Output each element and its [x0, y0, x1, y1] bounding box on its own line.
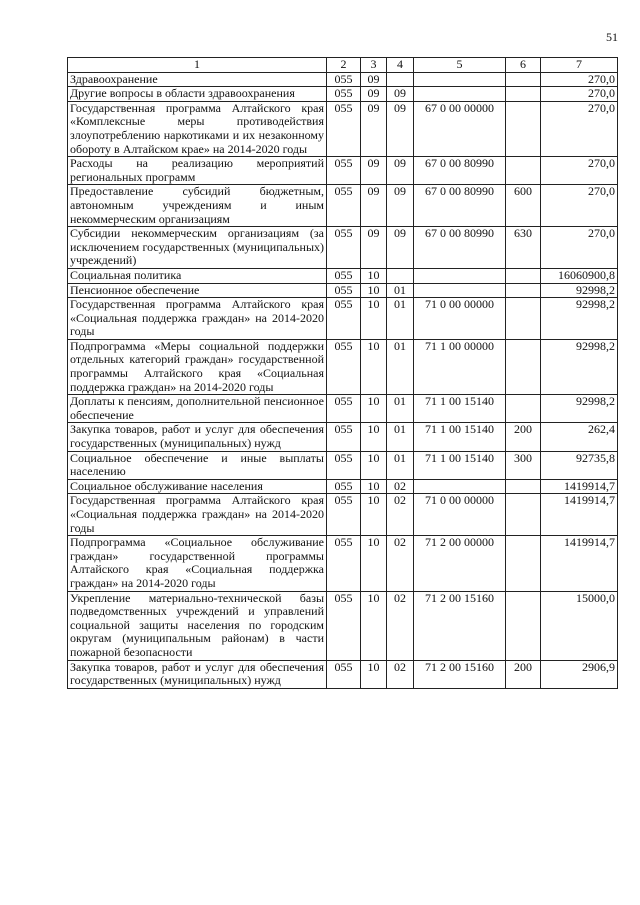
subsection-cell: 02 — [387, 494, 414, 536]
expense-type-cell — [506, 87, 541, 102]
target-article-cell: 71 0 00 00000 — [414, 494, 506, 536]
amount-cell: 270,0 — [541, 87, 618, 102]
row-name-cell: Социальное обеспечение и иные выплаты населению — [68, 451, 327, 479]
target-article-cell: 67 0 00 80990 — [414, 227, 506, 269]
column-header: 1 — [68, 58, 327, 73]
subsection-cell: 02 — [387, 591, 414, 660]
section-cell: 10 — [361, 395, 387, 423]
subsection-cell: 02 — [387, 536, 414, 591]
table-row — [68, 298, 618, 340]
code-cell: 055 — [327, 339, 361, 394]
row-name-cell: Государственная программа Алтайского края «Социальная поддержка граждан» на 2014-2020 годы — [68, 298, 327, 340]
section-cell: 10 — [361, 494, 387, 536]
expense-type-cell: 300 — [506, 451, 541, 479]
target-article-cell: 71 2 00 15160 — [414, 591, 506, 660]
table-header-row — [68, 58, 618, 73]
section-cell: 10 — [361, 479, 387, 494]
code-cell: 055 — [327, 268, 361, 283]
expense-type-cell — [506, 339, 541, 394]
column-header: 6 — [506, 58, 541, 73]
subsection-cell: 01 — [387, 298, 414, 340]
subsection-cell: 01 — [387, 451, 414, 479]
code-cell: 055 — [327, 660, 361, 688]
column-header: 3 — [361, 58, 387, 73]
subsection-cell: 09 — [387, 101, 414, 156]
subsection-cell — [387, 72, 414, 87]
section-cell: 10 — [361, 268, 387, 283]
table-row — [68, 283, 618, 298]
amount-cell: 1419914,7 — [541, 479, 618, 494]
target-article-cell — [414, 283, 506, 298]
column-header: 7 — [541, 58, 618, 73]
subsection-cell: 01 — [387, 283, 414, 298]
target-article-cell: 67 0 00 80990 — [414, 157, 506, 185]
row-name-cell: Другие вопросы в области здравоохранения — [68, 87, 327, 102]
expense-type-cell — [506, 283, 541, 298]
table-row — [68, 451, 618, 479]
section-cell: 09 — [361, 227, 387, 269]
amount-cell: 92735,8 — [541, 451, 618, 479]
section-cell: 10 — [361, 660, 387, 688]
expense-type-cell — [506, 536, 541, 591]
row-name-cell: Доплаты к пенсиям, дополнительной пенсионное обеспечение — [68, 395, 327, 423]
code-cell: 055 — [327, 536, 361, 591]
table-row — [68, 494, 618, 536]
code-cell: 055 — [327, 494, 361, 536]
amount-cell: 270,0 — [541, 227, 618, 269]
expense-type-cell — [506, 298, 541, 340]
target-article-cell: 71 2 00 15160 — [414, 660, 506, 688]
subsection-cell: 01 — [387, 339, 414, 394]
table-row — [68, 423, 618, 451]
amount-cell: 92998,2 — [541, 283, 618, 298]
row-name-cell: Укрепление материально-технической базы подведомственных учреждений и управлений социальной защиты населения по городским округам (муниципальным районам) в части пожарной безопасности — [68, 591, 327, 660]
row-name-cell: Пенсионное обеспечение — [68, 283, 327, 298]
column-header: 2 — [327, 58, 361, 73]
amount-cell: 92998,2 — [541, 395, 618, 423]
table-row — [68, 227, 618, 269]
table-row — [68, 268, 618, 283]
amount-cell: 270,0 — [541, 72, 618, 87]
expense-type-cell — [506, 72, 541, 87]
table-row — [68, 591, 618, 660]
code-cell: 055 — [327, 72, 361, 87]
amount-cell: 92998,2 — [541, 339, 618, 394]
section-cell: 10 — [361, 283, 387, 298]
row-name-cell: Социальное обслуживание населения — [68, 479, 327, 494]
row-name-cell: Расходы на реализацию мероприятий региональных программ — [68, 157, 327, 185]
code-cell: 055 — [327, 591, 361, 660]
amount-cell: 270,0 — [541, 185, 618, 227]
table-row — [68, 395, 618, 423]
row-name-cell: Социальная политика — [68, 268, 327, 283]
expense-type-cell — [506, 395, 541, 423]
subsection-cell: 02 — [387, 660, 414, 688]
target-article-cell — [414, 72, 506, 87]
expense-type-cell — [506, 268, 541, 283]
amount-cell: 262,4 — [541, 423, 618, 451]
table-row — [68, 339, 618, 394]
expense-type-cell — [506, 494, 541, 536]
target-article-cell — [414, 479, 506, 494]
row-name-cell: Государственная программа Алтайского края «Комплексные меры противодействия злоупотреблению наркотиками и их незаконному обороту в Алтайском крае» на 2014-2020 годы — [68, 101, 327, 156]
row-name-cell: Здравоохранение — [68, 72, 327, 87]
section-cell: 10 — [361, 298, 387, 340]
section-cell: 09 — [361, 87, 387, 102]
row-name-cell: Субсидии некоммерческим организациям (за исключением государственных (муниципальных) учреждений) — [68, 227, 327, 269]
amount-cell: 270,0 — [541, 157, 618, 185]
budget-table — [67, 57, 618, 689]
amount-cell: 92998,2 — [541, 298, 618, 340]
amount-cell: 15000,0 — [541, 591, 618, 660]
section-cell: 10 — [361, 451, 387, 479]
page-number: 51 — [606, 30, 618, 44]
target-article-cell: 71 1 00 15140 — [414, 423, 506, 451]
target-article-cell: 71 1 00 15140 — [414, 451, 506, 479]
row-name-cell: Подпрограмма «Социальное обслуживание граждан» государственной программы Алтайского края «Социальная поддержка граждан» на 2014-2020 годы — [68, 536, 327, 591]
section-cell: 10 — [361, 339, 387, 394]
code-cell: 055 — [327, 423, 361, 451]
amount-cell: 270,0 — [541, 101, 618, 156]
code-cell: 055 — [327, 479, 361, 494]
column-header: 5 — [414, 58, 506, 73]
code-cell: 055 — [327, 451, 361, 479]
target-article-cell — [414, 87, 506, 102]
table-row — [68, 157, 618, 185]
target-article-cell — [414, 268, 506, 283]
subsection-cell: 09 — [387, 227, 414, 269]
code-cell: 055 — [327, 101, 361, 156]
table-row — [68, 479, 618, 494]
target-article-cell: 67 0 00 00000 — [414, 101, 506, 156]
row-name-cell: Закупка товаров, работ и услуг для обеспечения государственных (муниципальных) нужд — [68, 423, 327, 451]
code-cell: 055 — [327, 298, 361, 340]
target-article-cell: 71 1 00 15140 — [414, 395, 506, 423]
subsection-cell: 02 — [387, 479, 414, 494]
code-cell: 055 — [327, 283, 361, 298]
section-cell: 10 — [361, 423, 387, 451]
subsection-cell: 01 — [387, 423, 414, 451]
amount-cell: 1419914,7 — [541, 494, 618, 536]
table-row — [68, 185, 618, 227]
subsection-cell: 09 — [387, 87, 414, 102]
section-cell: 09 — [361, 157, 387, 185]
section-cell: 10 — [361, 536, 387, 591]
expense-type-cell: 600 — [506, 185, 541, 227]
expense-type-cell — [506, 591, 541, 660]
code-cell: 055 — [327, 227, 361, 269]
table-row — [68, 87, 618, 102]
expense-type-cell: 200 — [506, 660, 541, 688]
code-cell: 055 — [327, 87, 361, 102]
section-cell: 09 — [361, 101, 387, 156]
expense-type-cell — [506, 157, 541, 185]
expense-type-cell — [506, 101, 541, 156]
expense-type-cell: 630 — [506, 227, 541, 269]
expense-type-cell — [506, 479, 541, 494]
code-cell: 055 — [327, 157, 361, 185]
section-cell: 09 — [361, 185, 387, 227]
amount-cell: 1419914,7 — [541, 536, 618, 591]
expense-type-cell: 200 — [506, 423, 541, 451]
target-article-cell: 71 2 00 00000 — [414, 536, 506, 591]
subsection-cell: 09 — [387, 185, 414, 227]
subsection-cell: 09 — [387, 157, 414, 185]
table-row — [68, 101, 618, 156]
subsection-cell: 01 — [387, 395, 414, 423]
target-article-cell: 71 1 00 00000 — [414, 339, 506, 394]
code-cell: 055 — [327, 395, 361, 423]
table-row — [68, 536, 618, 591]
target-article-cell: 67 0 00 80990 — [414, 185, 506, 227]
column-header: 4 — [387, 58, 414, 73]
row-name-cell: Подпрограмма «Меры социальной поддержки отдельных категорий граждан» государственной программы Алтайского края «Социальная поддержка граждан» на 2014-2020 годы — [68, 339, 327, 394]
amount-cell: 16060900,8 — [541, 268, 618, 283]
row-name-cell: Предоставление субсидий бюджетным, автономным учреждениям и иным некоммерческим организациям — [68, 185, 327, 227]
section-cell: 10 — [361, 591, 387, 660]
code-cell: 055 — [327, 185, 361, 227]
table-row — [68, 72, 618, 87]
subsection-cell — [387, 268, 414, 283]
table-row — [68, 660, 618, 688]
target-article-cell: 71 0 00 00000 — [414, 298, 506, 340]
row-name-cell: Государственная программа Алтайского края «Социальная поддержка граждан» на 2014-2020 годы — [68, 494, 327, 536]
section-cell: 09 — [361, 72, 387, 87]
row-name-cell: Закупка товаров, работ и услуг для обеспечения государственных (муниципальных) нужд — [68, 660, 327, 688]
amount-cell: 2906,9 — [541, 660, 618, 688]
